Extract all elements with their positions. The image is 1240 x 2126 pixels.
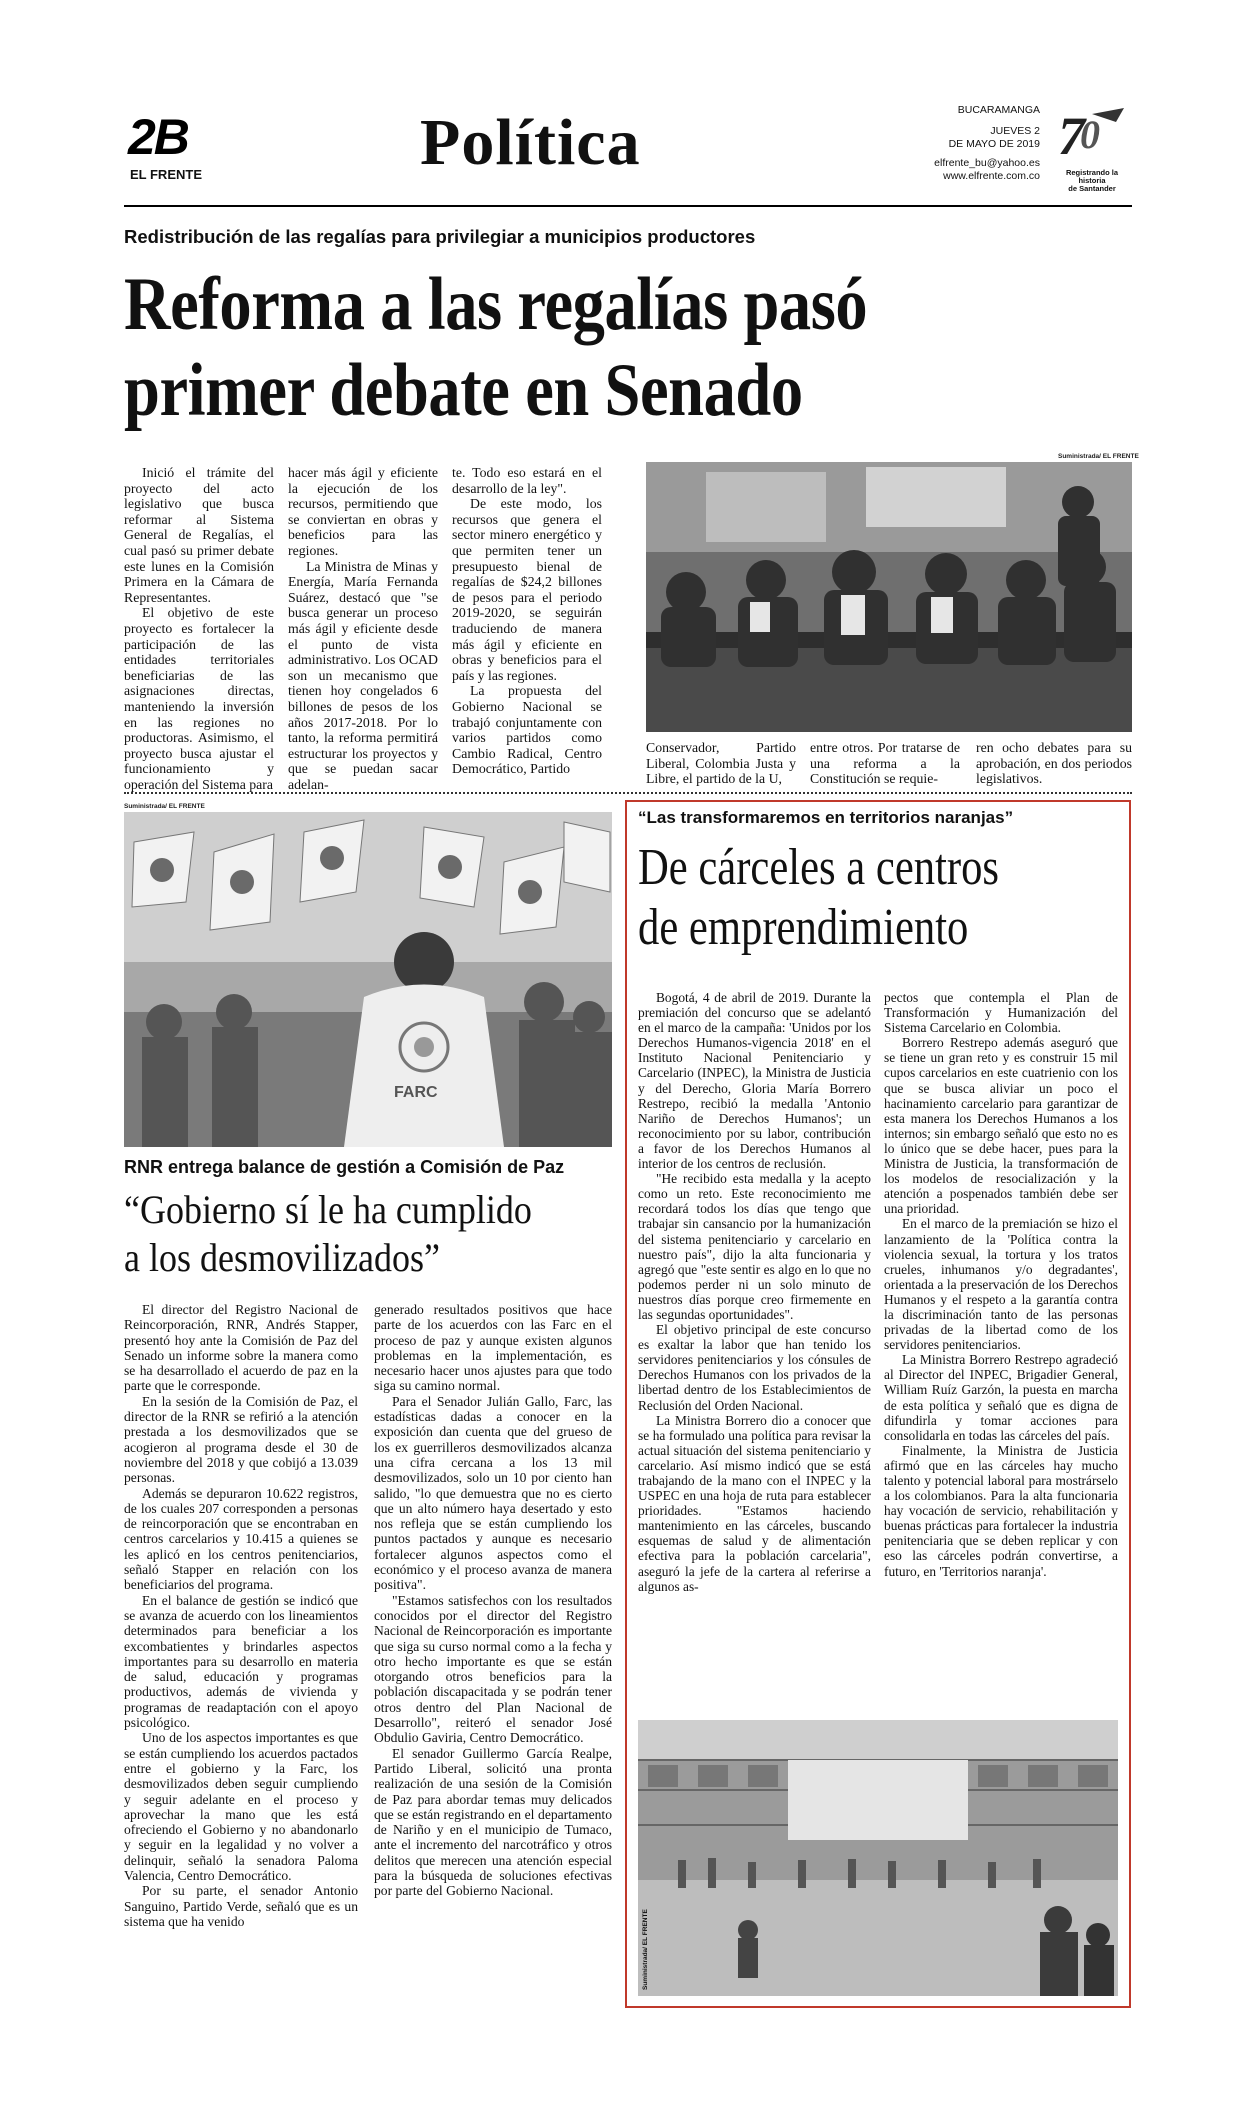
lead-col-3 <box>452 465 602 777</box>
right-col2-p4: La Ministra Borrero Restrepo agradeció al Director del INPEC, Brigadier General, William Ruíz Garzón, la puesta en marcha de esta política y señaló que es digna de difundirla y tomar acciones para consolidarla en todas las cárceles del país. <box>884 1352 1118 1443</box>
left-col1-p2: En la sesión de la Comisión de Paz, el director de la RNR se refirió a la atención prestada a los desmovilizados que se acogieron al programa desde el 30 de noviembre del 2018 y que cobijó a 13.039 personas. <box>124 1393 358 1486</box>
right-col-1 <box>638 990 871 1594</box>
lead-col4-p1: Conservador, Partido Liberal, Colombia Justa y Libre, el partido de la U, <box>646 740 796 787</box>
anniversary-logo <box>1052 104 1132 200</box>
left-col-2 <box>374 1302 612 1899</box>
logo-emblem-icon <box>1052 104 1132 164</box>
left-col2-p3: "Estamos satisfechos con los resultados conocidos por el director del Registro Nacional de Reincorporación es importante que siga su curso normal como a la fecha y otro hecho importante es que se están otorgando otros beneficios para la población discapacitada y se podrán tener otros dentro del Plan Nacional de Desarrollo", reiteró el senador José Obdulio Gaviria, Centro Democrático. <box>374 1592 612 1746</box>
left-photo-credit: Suministrada/ EL FRENTE <box>124 803 205 810</box>
lead-headline <box>124 262 867 434</box>
right-kicker: “Las transformaremos en territorios naranjas” <box>638 808 1014 827</box>
right-col-2 <box>884 990 1118 1579</box>
left-col2-p1: generado resultados positivos que hace parte de los acuerdos con las Farc en el proceso de paz y aunque existen algunos problemas en la implementación, es necesario hacer unos ajustes para que todo siga su camino normal. <box>374 1302 612 1394</box>
lead-col3-p3: La propuesta del Gobierno Nacional se trabajó conjuntamente con varios partidos como Cambio Radical, Centro Democrático, Partido <box>452 683 602 777</box>
left-col1-p4: En el balance de gestión se indicó que se avanza de acuerdo con los lineamientos determinados para beneficiar a los excombatientes y brindarles aspectos importantes para su desarrollo en materia de salud, educación y programas productivos, además de vivienda y programas de readaptación con el apoyo psicológico. <box>124 1592 358 1731</box>
prison-photo-credit: Suministrada/ EL FRENTE <box>642 1909 649 1990</box>
paper-name-small: EL FRENTE <box>130 167 202 182</box>
left-col1-p5: Uno de los aspectos importantes es que se están cumpliendo los acuerdos pactados entre el gobierno y la Farc, los desmovilizados deben seguir cumpliendo y seguir adelante en el proceso y aprovechar la mano que les está ofreciendo el Gobierno y no abandonarlo y seguir en la legalidad y no volver a delinquir, señaló la senadora Paloma Valencia, Centro Democrático. <box>124 1730 358 1883</box>
email-link[interactable]: elfrente_bu@yahoo.es <box>934 157 1040 169</box>
left-col2-p2: Para el Senador Julián Gallo, Farc, las estadísticas dadas a conocer en la exposición dan cuenta que del grueso de los ex guerrilleros desmovilizados alcanza una cifra cercana a los 13 mil desmovilizados, solo un 10 por ciento han salido, "lo que demuestra que no es cierto que un alto número haya desertado y esto nos refleja que se están cumpliendo los puntos pactados y aunque es necesario fortalecer algunos aspectos como el económico y el proceso avanza de manera positiva". <box>374 1393 612 1593</box>
left-kicker: RNR entrega balance de gestión a Comisión de Paz <box>124 1157 565 1177</box>
right-col1-p3: El objetivo principal de este concurso es exaltar la labor que han tenido los servidores penitenciarios y los cónsules de Derechos Humanos con los privados de la libertad dentro de los Establecimientos de Reclusión del Orden Nacional. <box>638 1322 871 1413</box>
left-headline-line1: “Gobierno sí le ha cumplido <box>124 1187 532 1232</box>
farc-shirt-text: FARC <box>394 1084 438 1101</box>
logo-text-2: de Santander <box>1068 184 1116 193</box>
section-title: Política <box>420 106 641 179</box>
farc-photo <box>124 812 612 1147</box>
city: BUCARAMANGA <box>957 104 1040 116</box>
right-col1-p1: Bogotá, 4 de abril de 2019. Durante la premiación del concurso que se adelantó en el marco de la campaña: 'Unidos por los Derechos Humanos-vigencia 2018' en el Instituto Nacional Penitenciario y Carcelario (INPEC), la Ministra de Justicia y del Derecho, Gloria María Borrero Restrepo, recibió la medalla 'Antonio Nariño de Derechos Humanos'; un reconocimiento por su labor, contribución a favor de los Derechos Humanos al interior de los centros de reclusión. <box>638 990 871 1172</box>
left-col2-p4: El senador Guillermo García Realpe, Partido Liberal, solicitó una pronta realización de una sesión de la Comisión de Paz para abordar temas muy delicados que se están registrando en el departamento de Nariño y en el municipio de Tumaco, ante el incremento del narcotráfico y otros delitos que merecen una atención especial para la búsqueda de soluciones efectivas por parte del Gobierno Nacional. <box>374 1745 612 1899</box>
lead-col-2 <box>288 465 438 792</box>
lead-col2-p1: hacer más ágil y eficiente la ejecución de los recursos, permitiendo que se conviertan en obras y beneficios para las regiones. <box>288 465 438 558</box>
lead-col-6 <box>976 740 1132 787</box>
prison-photo <box>638 1720 1118 1996</box>
right-col2-p5: Finalmente, la Ministra de Justicia afirmó que en las cárceles hay mucho talento y potencial laboral para mostrárselo a los colombianos. Para la alta funcionaria hay vocación de servicio, rehabilitación y buenas prácticas para fortalecer la industria penitenciaria que se deben replicar y con eso las cárceles podrán convertirse, a futuro, en 'Territorios naranja'. <box>884 1442 1118 1579</box>
lead-col1-p2: El objetivo de este proyecto es fortalecer la participación de las entidades territoriales beneficiarias de las asignaciones directas, manteniendo la inversión en las regiones no productoras. Asimismo, el proyecto busca ajustar el funcionamiento y operación del Sistema para <box>124 605 274 792</box>
left-col1-p6: Por su parte, el senador Antonio Sanguino, Partido Verde, señaló que es un sistema que ha venido <box>124 1883 358 1929</box>
lead-photo-credit: Suministrada/ EL FRENTE <box>1058 453 1139 460</box>
right-headline <box>638 838 999 958</box>
right-col2-p1: pectos que contempla el Plan de Transformación y Humanización del Sistema Carcelario en Colombia. <box>884 990 1118 1036</box>
lead-headline-line2: primer debate en Senado <box>124 349 803 432</box>
right-col2-p2: Borrero Restrepo además aseguró que se tiene un gran reto y es construir 15 mil cupos carcelarios en este cuatrienio con los que se busca aliviar un poco el hacinamiento carcelario para garantizar de esta manera los Derechos Humanos a los internos; sin embargo señaló que esto no es lo único que se debe hacer, pues para la Ministra de Justicia, la transformación de los modelos de resocialización y la atención a pospenados también debe ser una prioridad. <box>884 1035 1118 1217</box>
header-info <box>870 104 1040 183</box>
left-col1-p3: Además se depuraron 10.622 registros, de los cuales 207 corresponden a personas de reincorporación que se encontraban en centros carcelarios y 10.415 a quienes se les aplicó en los centros penitenciarios, señaló Stapper en relación con los beneficiarios del programa. <box>124 1485 358 1593</box>
right-headline-line1: De cárceles a centros <box>638 839 1000 896</box>
left-headline-line2: a los desmovilizados” <box>124 1235 440 1280</box>
right-col1-p2: "He recibido esta medalla y la acepto como un reto. Este reconocimiento me recordará todos los días que tengo que trabajar sin cansancio por la humanización del sistema penitenciario y carcelario en nuestro país", dijo la alta funcionaria y agregó que "este sentir es algo en lo que no podemos perder ni un solo minuto de nuestros días porque creo firmemente en las segundas oportunidades". <box>638 1171 871 1322</box>
svg-text:0: 0 <box>1080 112 1100 157</box>
lead-col6-p1: ren ocho debates para su aprobación, en dos periodos legislativos. <box>976 740 1132 787</box>
right-headline-line2: de emprendimiento <box>638 899 969 956</box>
lead-headline-line1: Reforma a las regalías pasó <box>124 263 868 346</box>
right-col1-p4: La Ministra Borrero dio a conocer que se ha formulado una política para revisar la actual situación del sistema penitenciario y carcelario. Así mismo indicó que se está trabajando de la mano con el INPEC y la USPEC en una hoja de ruta para establecer prioridades. "Estamos haciendo mantenimiento en las cárceles, buscando esquemas de salud y de alimentación efectiva para la población carcelaria", aseguró la jefe de la cartera al referirse a algunos as- <box>638 1412 871 1594</box>
lead-col5-p1: entre otros. Por tratarse de una reforma a la Constitución se requie- <box>810 740 960 787</box>
lead-photo <box>646 462 1132 732</box>
date-line1: JUEVES 2 <box>990 125 1040 137</box>
lead-kicker: Redistribución de las regalías para privilegiar a municipios productores <box>124 226 756 247</box>
lead-col-4 <box>646 740 796 787</box>
lead-col-1 <box>124 465 274 792</box>
lead-col3-p2: De este modo, los recursos que genera el sector minero energético y que permiten tener un presupuesto bienal de regalías de $24,2 billones de pesos para el periodo 2019-2020, se seguirán traduciendo de manera más ágil y eficiente en obras y beneficios para el país y las regiones. <box>452 496 602 683</box>
website-link[interactable]: www.elfrente.com.co <box>943 170 1040 182</box>
left-headline <box>124 1186 532 1282</box>
header-rule <box>124 205 1132 207</box>
lead-col2-p2: La Ministra de Minas y Energía, María Fernanda Suárez, destacó que "se busca generar un proceso más ágil y eficiente desde el punto de vista administrativo. Los OCAD son un mecanismo que tienen hoy congelados 6 billones de pesos de los años 2017-2018. Por lo tanto, la reforma permitirá estructurar los proyectos y que se puedan sacar adelan- <box>288 558 438 792</box>
date-line2: DE MAYO DE 2019 <box>948 138 1040 150</box>
svg-text:7: 7 <box>1058 106 1085 164</box>
page-number: 2B <box>128 109 188 165</box>
left-col-1 <box>124 1302 358 1929</box>
section-divider <box>124 792 1132 794</box>
lead-col1-p1: Inició el trámite del proyecto del acto legislativo que busca reformar al Sistema General de Regalías, el cual pasó su primer debate este lunes en la Comisión Primera en la Cámara de Representantes. <box>124 465 274 605</box>
right-col2-p3: En el marco de la premiación se hizo el lanzamiento de la 'Política contra la violencia sexual, la tortura y los tratos crueles, inhumanos y/o degradantes', orientada a la preservación de los Derechos Humanos y el respeto a la garantía contra la discriminación tanto de las personas privadas de la libertad como de los servidores penitenciarios. <box>884 1216 1118 1353</box>
lead-col-5 <box>810 740 960 787</box>
lead-col3-p1: te. Todo eso estará en el desarrollo de la ley". <box>452 465 602 496</box>
logo-text-1: Registrando la historia <box>1065 168 1119 185</box>
left-col1-p1: El director del Registro Nacional de Reincorporación, RNR, Andrés Stapper, presentó hoy ante la Comisión de Paz del Senado un informe sobre la manera como se ha desarrollado el acuerdo de paz en la parte que le corresponde. <box>124 1302 358 1394</box>
